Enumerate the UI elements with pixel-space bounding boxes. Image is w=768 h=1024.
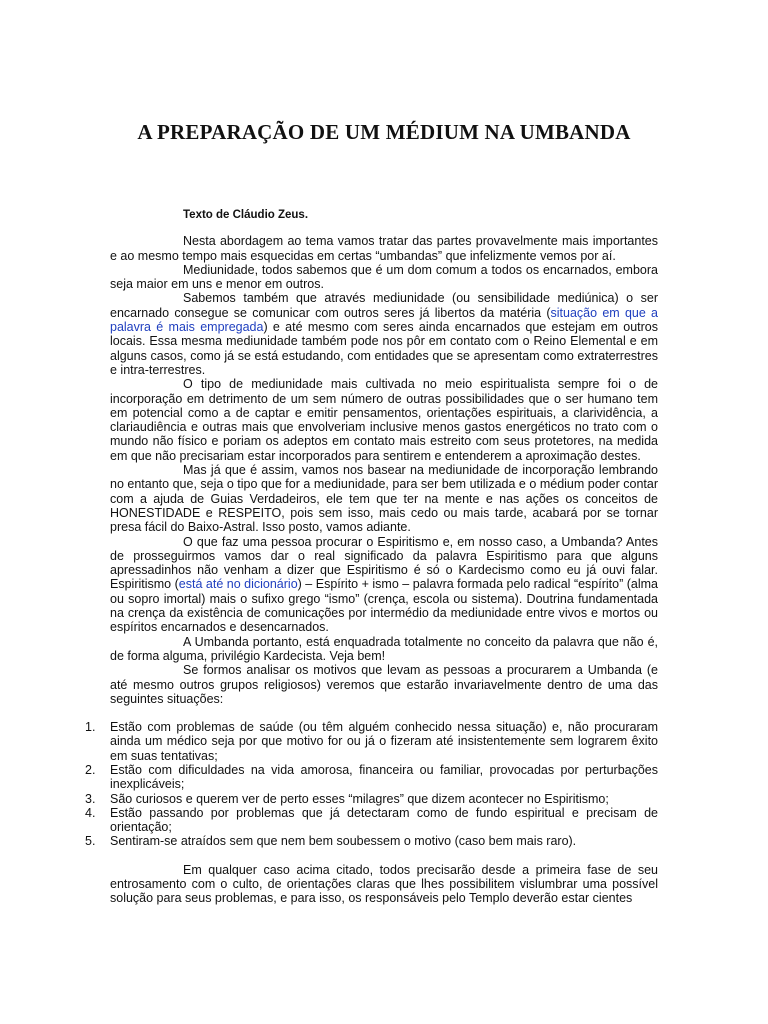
list-item-text: São curiosos e querem ver de perto esses “milagres” que dizem acontecer no Espiritismo; xyxy=(110,791,609,806)
paragraph-3-link[interactable]: situação em que a palavra é mais empregada xyxy=(110,305,658,335)
list-item-number: 3. xyxy=(85,791,96,806)
situations-list xyxy=(85,720,658,849)
paragraph-4-highlight-2: poriam os adeptos em contato mais estreito com seus protetores, na medida em que não precisariam estar incorporados para sentirem e entenderem a aproximação destes. xyxy=(110,434,658,463)
paragraph-6-start: O que faz uma pessoa procurar o Espiritismo e, em nosso caso, a Umbanda? Antes de prosseguirmos vamos dar o real significado da palavra Espiritismo para que alguns apressadinhos não venham a dizer que Espiritismo é só o Kardecismo como eu já ouvi falar. Espiritismo ( xyxy=(110,534,658,592)
list-item-text: Estão com dificuldades na vida amorosa, financeira ou familiar, provocadas por perturbações inexplicáveis; xyxy=(110,762,658,792)
paragraph-4-start: O tipo de mediunidade mais cultivada no meio espiritualista sempre foi o de incorporação em detrimento de um sem número de outras possibilidades que o ser humano tem em potencial como a de captar e emitir pensamentos, orientações espirituais, a clarividência, a clariaudiência e outras mais xyxy=(110,377,658,435)
paragraph-4-middle: no trato com o mundo não físico e xyxy=(110,420,658,449)
document-body xyxy=(85,208,658,906)
paragraph-9: Em qualquer caso acima citado, todos precisarão desde a primeira fase de seu entrosamento com o culto, de orientações claras que lhes possibilitem vislumbrar uma possível solução para seus problemas, e para isso, os responsáveis pelo Templo deverão estar cientes xyxy=(110,862,658,906)
paragraph-3-start: Sabemos também que através mediunidade (ou sensibilidade mediúnica) o ser encarnado consegue se comunicar com outros seres já libertos da matéria ( xyxy=(110,291,658,320)
paragraph-7: A Umbanda portanto, está enquadrada totalmente no conceito da palavra que não é, de forma alguma, privilégio Kardecista. Veja bem! xyxy=(110,634,658,663)
list-item xyxy=(85,791,658,806)
list-item-number: 4. xyxy=(85,805,96,820)
list-item-number: 5. xyxy=(85,834,96,849)
paragraph-2: Mediunidade, todos sabemos que é um dom comum a todos os encarnados, embora seja maior em uns e menor em outros. xyxy=(110,262,658,292)
paragraph-5-end: , ele tem que ter na mente e nas ações os conceitos de HONESTIDADE e RESPEITO, pois sem isso, mais cedo ou mais tarde, acabará por se tornar presa fácil do Baixo-Astral. Isso posto, vamos adiante. xyxy=(110,491,658,535)
document-title: A PREPARAÇÃO DE UM MÉDIUM NA UMBANDA xyxy=(137,120,631,144)
list-item-number: 1. xyxy=(85,720,96,735)
list-item-number: 2. xyxy=(85,762,96,777)
paragraph-3-end: ) e até mesmo com seres ainda encarnados que estejam em outros locais. Essa mesma mediunidade também pode nos pôr em contato com o Reino Elemental e em alguns casos, como já se está estudando, com entidades que se apresentam como extraterrestres e intra-terrestres. xyxy=(110,320,658,377)
paragraph-5 xyxy=(110,463,658,534)
paragraph-6-link[interactable]: está até no dicionário xyxy=(178,577,298,592)
list-item xyxy=(85,805,658,835)
list-item xyxy=(85,834,658,849)
paragraph-5-term: Guias Verdadeiros xyxy=(210,491,317,506)
author-line: Texto de Cláudio Zeus. xyxy=(183,209,309,221)
list-item-text: Sentiram-se atraídos sem que nem bem soubessem o motivo (caso bem mais raro). xyxy=(110,834,577,849)
paragraph-6 xyxy=(110,535,658,635)
list-item xyxy=(85,720,658,763)
list-item-text: Estão passando por problemas que já detectaram como de fundo espiritual e precisam de orientação; xyxy=(110,805,658,835)
paragraph-6-end: ) – Espírito + ismo – palavra formada pelo radical “espírito” (alma ou sopro imortal) mais o sufixo grego “ismo” (crença, escola ou sistema). Doutrina fundamentada na crença da existência de comunicações por intermédio da mediunidade entre vivos e mortos ou espíritos encarnados e desencarnados. xyxy=(110,577,658,635)
list-item xyxy=(85,762,658,792)
paragraph-1: Nesta abordagem ao tema vamos tratar das partes provavelmente mais importantes e ao mesmo tempo mais esquecidas em certas “umbandas” que infelizmente vemos por aí. xyxy=(110,234,658,263)
paragraph-8: Se formos analisar os motivos que levam as pessoas a procurarem a Umbanda (e até mesmo outros grupos religiosos) veremos que estarão invariavelmente dentro de uma das seguintes situações: xyxy=(110,663,658,706)
paragraph-4 xyxy=(110,377,658,463)
paragraph-3 xyxy=(110,291,658,377)
list-item-text: Estão com problemas de saúde (ou têm alguém conhecido nessa situação) e, não procuraram ainda um médico seja por que motivo for ou já o fizeram até insistentemente sem lograrem êxito em suas tentativas; xyxy=(110,720,658,763)
paragraph-4-highlight-1: que envolveriam inclusive menos gastos energéticos xyxy=(272,420,571,435)
paragraph-5-start: Mas já que é assim, vamos nos basear na mediunidade de incorporação lembrando no entanto que, seja o tipo que for a mediunidade, para ser bem utilizada e o médium poder contar com a ajuda de xyxy=(110,463,658,506)
